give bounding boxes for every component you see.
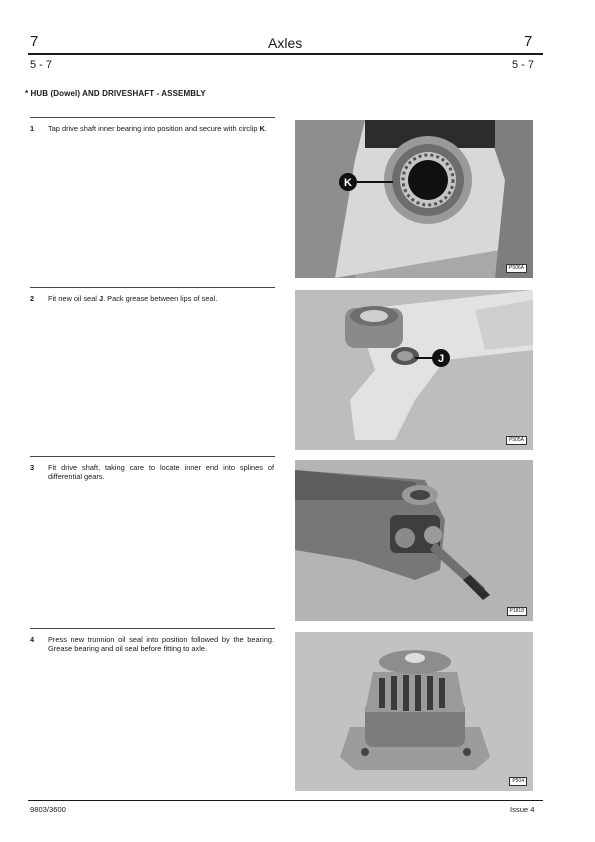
step-instruction: Tap drive shaft inner bearing into position and secure with circlip K. bbox=[48, 124, 267, 133]
step-divider bbox=[30, 287, 275, 288]
step-instruction: Fit drive shaft, taking care to locate inner end into splines of differential gears. bbox=[48, 463, 274, 482]
step-photo bbox=[295, 290, 533, 450]
callout-label: J bbox=[437, 353, 445, 365]
part-label: K bbox=[259, 124, 265, 133]
step-number: 2 bbox=[30, 294, 35, 303]
trunnion-bearing-photo bbox=[295, 632, 533, 791]
step-number: 1 bbox=[30, 124, 35, 133]
bearing-housing-photo bbox=[295, 120, 533, 278]
step-divider bbox=[30, 117, 275, 118]
step-number: 4 bbox=[30, 635, 35, 644]
photo-reference: P506A bbox=[506, 264, 527, 273]
photo-reference: P504 bbox=[509, 777, 527, 786]
photo-reference: P1818 bbox=[507, 607, 527, 616]
callout-label: K bbox=[344, 177, 352, 189]
part-label: J bbox=[98, 294, 104, 303]
section-heading bbox=[25, 89, 206, 98]
step-instruction: Press new trunnion oil seal into position followed by the bearing. Grease bearing and oil seal before fitting to axle. bbox=[48, 635, 274, 654]
step-instruction: Fit new oil seal J. Pack grease between lips of seal. bbox=[48, 294, 218, 303]
page-number-right: 5 - 7 bbox=[512, 59, 535, 71]
step-photo bbox=[295, 120, 533, 278]
step-number: 3 bbox=[30, 463, 35, 472]
document-number: 9803/3600 bbox=[30, 805, 66, 814]
photo-reference: P505A bbox=[506, 436, 527, 445]
header-rule bbox=[28, 53, 543, 55]
oil-seal-photo bbox=[295, 290, 533, 450]
drive-shaft-photo bbox=[295, 460, 533, 621]
section-title: HUB (Dowel) AND DRIVESHAFT - ASSEMBLY bbox=[30, 89, 206, 98]
page-title: Axles bbox=[268, 35, 303, 51]
page-number-left: 5 - 7 bbox=[30, 59, 53, 71]
issue-number: Issue 4 bbox=[510, 805, 535, 814]
chapter-number-left: 7 bbox=[30, 33, 39, 50]
step-divider bbox=[30, 628, 275, 629]
chapter-number-right: 7 bbox=[524, 33, 533, 50]
footer-rule bbox=[28, 800, 543, 801]
step-photo bbox=[295, 632, 533, 791]
step-divider bbox=[30, 456, 275, 457]
section-marker: * bbox=[25, 89, 29, 98]
step-photo bbox=[295, 460, 533, 621]
